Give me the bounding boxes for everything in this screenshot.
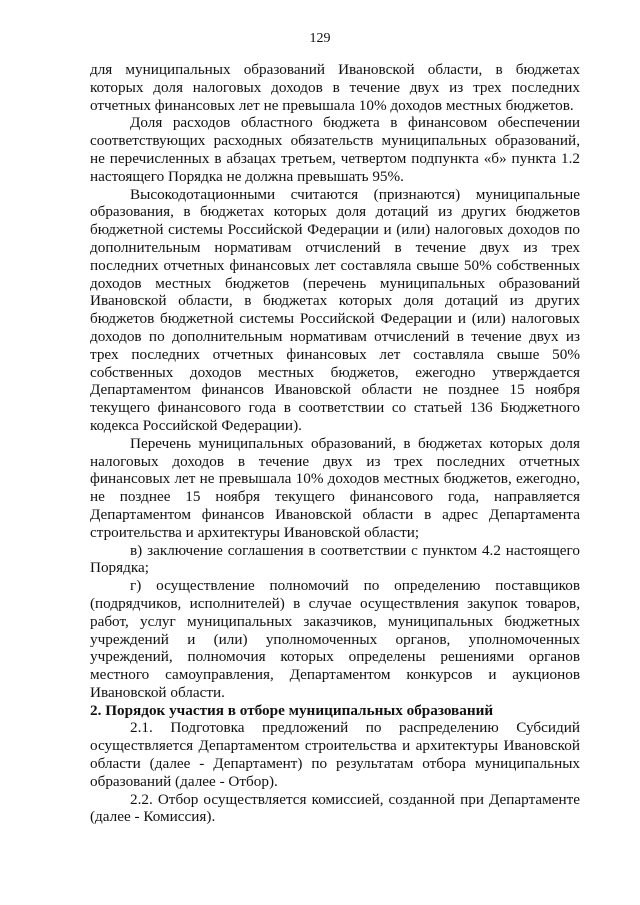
paragraph-2-2: 2.2. Отбор осуществляется комиссией, созданной при Департаменте (далее - Комиссия). [90, 790, 580, 826]
document-body [90, 61, 580, 826]
paragraph-item-g: г) осуществление полномочий по определению поставщиков (подрядчиков, исполнителей) в случае осуществления закупок товаров, работ, услуг муниципальных заказчиков, муниципальных бюджетных учреждений и (или) уполномоченных органов, уполномоченных учреждений, полномочия которых определены решениями органов местного самоуправления, Департаментом конкурсов и аукционов Ивановской области. [90, 577, 580, 701]
section-heading: 2. Порядок участия в отборе муниципальных образований [90, 701, 494, 719]
paragraph-highly-subsidized: Высокодотационными считаются (признаются) муниципальные образования, в бюджетах которых доля дотаций из других бюджетов бюджетной системы Российской Федерации и (или) налоговых доходов по дополнительным нормативам отчислений в течение двух из трех последних отчетных финансовых лет составляла свыше 50% собственных доходов местных бюджетов (перечень муниципальных образований Ивановской области, в бюджетах которых доля дотаций из других бюджетов бюджетной системы Российской Федерации и (или) налоговых доходов по дополнительным нормативам отчислений в течение двух из трех последних отчетных финансовых лет составляла свыше 50% собственных доходов местных бюджетов, ежегодно утверждается Департаментом финансов Ивановской области не позднее 15 ноября текущего финансового года в соответствии со статьей 136 Бюджетного кодекса Российской Федерации). [90, 185, 580, 434]
paragraph-2-1: 2.1. Подготовка предложений по распределению Субсидий осуществляется Департаментом строительства и архитектуры Ивановской области (далее - Департамент) по результатам отбора муниципальных образований (далее - Отбор). [90, 719, 580, 790]
paragraph-continuation: для муниципальных образований Ивановской области, в бюджетах которых доля налоговых доходов в течение двух из трех последних отчетных финансовых лет не превышала 10% доходов местных бюджетов. [90, 61, 580, 114]
page-number: 129 [309, 31, 331, 46]
paragraph-share-of-expenses: Доля расходов областного бюджета в финансовом обеспечении соответствующих расходных обязательств муниципальных образований, не перечисленных в абзацах третьем, четвертом подпункта «б» пункта 1.2 настоящего Порядка не должна превышать 95%. [90, 114, 580, 185]
paragraph-list-of-municipalities: Перечень муниципальных образований, в бюджетах которых доля налоговых доходов в течение двух из трех последних отчетных финансовых лет не превышала 10% доходов местных бюджетов, ежегодно, не позднее 15 ноября текущего финансового года, направляется Департаментом финансов Ивановской области в адрес Департамента строительства и архитектуры Ивановской области; [90, 434, 580, 541]
paragraph-item-v: в) заключение соглашения в соответствии с пунктом 4.2 настоящего Порядка; [90, 541, 580, 577]
